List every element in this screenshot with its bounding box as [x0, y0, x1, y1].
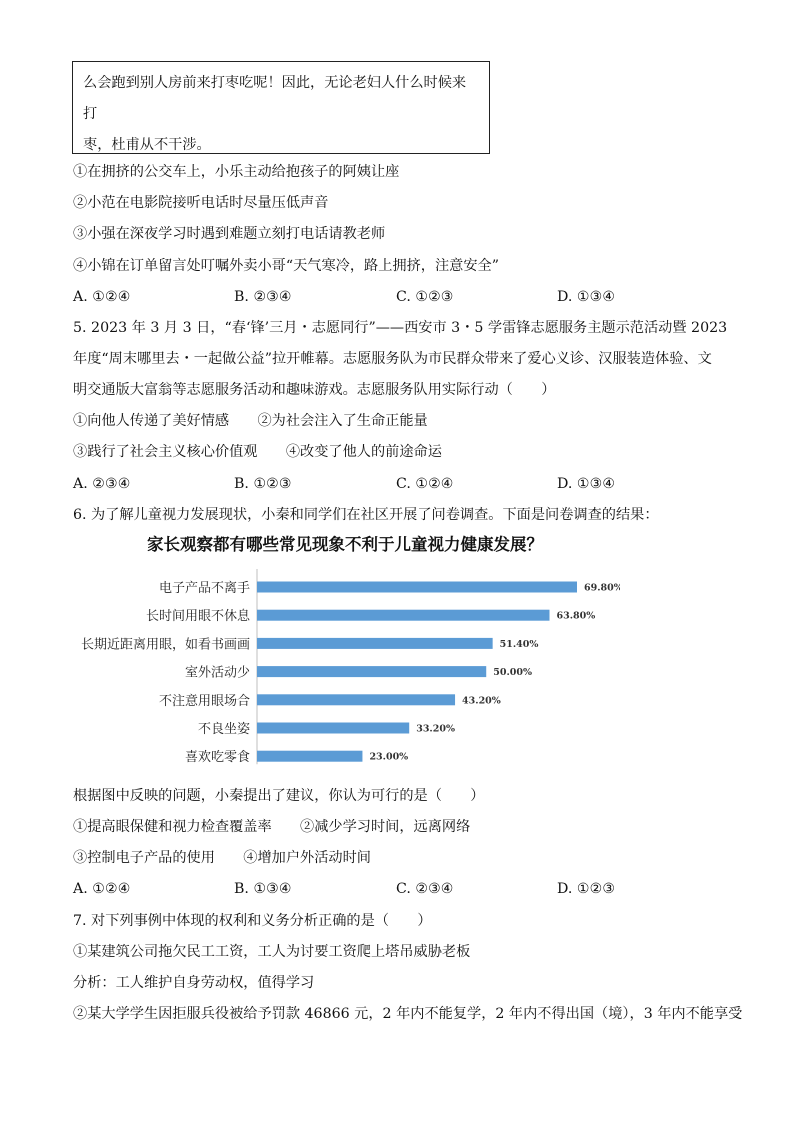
excerpt-line-1: 么会跑到别人房前来打枣吃呢！因此，无论老妇人什么时候来打 — [83, 75, 467, 122]
q5-stem-line-1: 5. 2023 年 3 月 3 日，“春‘锋’三月・志愿同行”——西安市 3・5 学雷锋志愿服务主题示范活动暨 2023 — [73, 320, 728, 336]
q6-question: 根据图中反映的问题，小秦提出了建议，你认为可行的是（ ） — [73, 788, 485, 804]
category-label: 喜欢吃零食 — [184, 750, 250, 766]
bar — [257, 694, 455, 705]
bar — [257, 751, 362, 762]
q6-option-c[interactable]: C. ②③④ — [396, 881, 454, 897]
q5-option-b[interactable]: B. ①②③ — [234, 476, 292, 492]
category-label: 长时间用眼不休息 — [145, 609, 250, 625]
q6-items-line-2: ③控制电子产品的使用 ④增加户外活动时间 — [73, 850, 371, 866]
q6-items-line-1: ①提高眼保健和视力检查覆盖率 ②减少学习时间，远离网络 — [73, 819, 471, 835]
bar — [257, 666, 486, 677]
q5-option-d[interactable]: D. ①③④ — [557, 476, 616, 492]
survey-bar-chart — [60, 532, 620, 777]
q4-option-b[interactable]: B. ②③④ — [234, 289, 292, 305]
q5-option-c[interactable]: C. ①②④ — [396, 476, 454, 492]
bar — [257, 723, 409, 734]
q4-option-a[interactable]: A. ①②④ — [73, 289, 131, 305]
category-label: 室外活动少 — [184, 665, 250, 681]
q5-stem-line-2: 年度“周末哪里去・一起做公益”拉开帷幕。志愿服务队为市民群众带来了爱心义诊、汉服装造体验、文 — [73, 351, 712, 367]
q4-option-d[interactable]: D. ①③④ — [557, 289, 616, 305]
bar — [257, 582, 577, 593]
q7-case-1: ①某建筑公司拖欠民工工资，工人为讨要工资爬上塔吊威胁老板 — [73, 944, 471, 960]
q5-option-a[interactable]: A. ②③④ — [73, 476, 131, 492]
value-label: 69.80% — [584, 582, 620, 594]
q4-item-2: ②小范在电影院接听电话时尽量压低声音 — [73, 195, 329, 211]
chart-title: 家长观察都有哪些常见现象不利于儿童视力健康发展？ — [147, 535, 543, 554]
q4-option-c[interactable]: C. ①②③ — [396, 289, 454, 305]
q5-items-line-2: ③践行了社会主义核心价值观 ④改变了他人的前途命运 — [73, 444, 442, 460]
q7-analysis-1: 分析：工人维护自身劳动权，值得学习 — [73, 975, 315, 991]
story-excerpt-box — [72, 61, 490, 154]
q7-stem: 7. 对下列事例中体现的权利和义务分析正确的是（ ） — [73, 913, 432, 929]
category-label: 不注意用眼场合 — [158, 693, 250, 709]
value-label: 43.20% — [462, 695, 501, 707]
q7-case-2: ②某大学学生因拒服兵役被给予罚款 46866 元，2 年内不能复学，2 年内不得出国（境），3 年内不能享受 — [73, 1006, 743, 1022]
q6-stem: 6. 为了解儿童视力发展现状，小秦和同学们在社区开展了问卷调查。下面是问卷调查的结果： — [73, 507, 659, 523]
category-label: 不良坐姿 — [197, 722, 250, 737]
value-label: 23.00% — [369, 751, 409, 763]
value-label: 51.40% — [499, 638, 539, 650]
q4-item-4: ④小锦在订单留言处叮嘱外卖小哥“天气寒冷，路上拥挤，注意安全” — [73, 258, 499, 274]
category-label: 电子产品不离手 — [158, 581, 250, 596]
chart-canvas — [60, 532, 620, 777]
q6-option-a[interactable]: A. ①②④ — [73, 881, 131, 897]
bar — [257, 610, 549, 621]
q6-option-b[interactable]: B. ①③④ — [234, 881, 292, 897]
q5-items-line-1: ①向他人传递了美好情感 ②为社会注入了生命正能量 — [73, 413, 428, 429]
q4-item-1: ①在拥挤的公交车上，小乐主动给抱孩子的阿姨让座 — [73, 164, 400, 180]
value-label: 50.00% — [493, 667, 533, 679]
value-label: 63.80% — [556, 610, 596, 622]
bar — [257, 638, 493, 649]
category-label: 长期近距离用眼，如看书画画 — [80, 637, 250, 653]
q4-item-3: ③小强在深夜学习时遇到难题立刻打电话请教老师 — [73, 226, 386, 242]
excerpt-line-2: 枣，杜甫从不干涉。 — [83, 137, 211, 153]
q5-stem-line-3: 明交通版大富翁等志愿服务活动和趣味游戏。志愿服务队用实际行动（ ） — [73, 382, 556, 398]
q6-option-d[interactable]: D. ①②③ — [557, 881, 616, 897]
value-label: 33.20% — [416, 723, 455, 735]
